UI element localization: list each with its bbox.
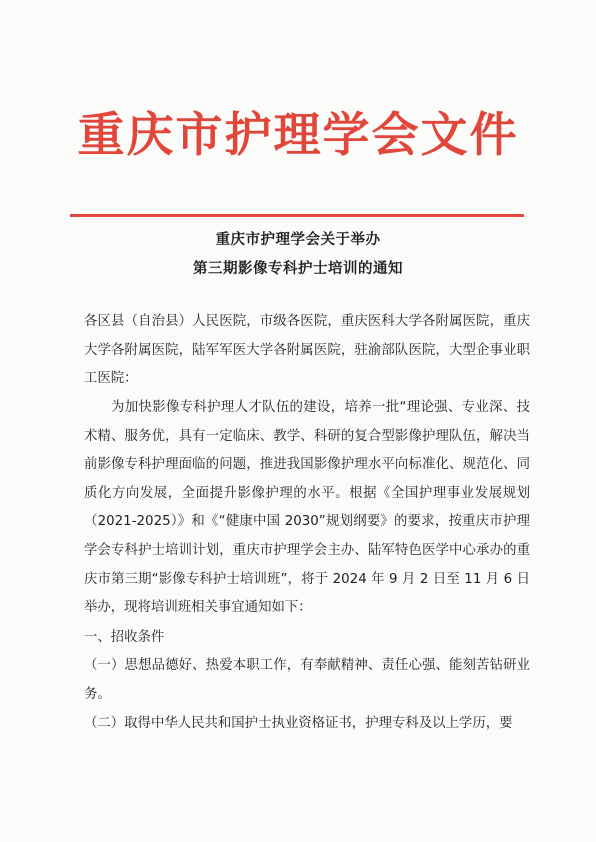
notice-title-line2: 第三期影像专科护士培训的通知 [193, 261, 403, 277]
requirement-item-1: （一）思想品德好、热爱本职工作，有奉献精神、责任心强、能刻苦钻研业务。 [84, 658, 530, 702]
addressees-paragraph: 各区县（自治县）人民医院，市级各医院，重庆医科大学各附属医院，重庆大学各附属医院，陆军军医大学各附属医院，驻渝部队医院，大型企事业职工医院： [84, 314, 530, 387]
intro-paragraph: 为加快影像专科护理人才队伍的建设，培养一批“理论强、专业深、技术精、服务优，具有一定临床、教学、科研的复合型影像护理队伍，解决当前影像专科护理面临的问题，推进我国影像护理水平向标准化、规范化、同质化方向发展，全面提升影像护理的水平。根据《全国护理事业发展规划（2021-2025）》和《“健康中国 2030”规划纲要》的要求，按重庆市护理学会专科护士培训计划，重庆市护理学会主办、陆军特色医学中心承办的重庆市第三期“影像专科护士培训班”，将于 2024 年 9 月 2 日至 11 月 6 日举办，现将培训班相关事宜通知如下： [84, 400, 530, 616]
notice-title-line1: 重庆市护理学会关于举办 [215, 232, 381, 248]
requirement-item-2: （二）取得中华人民共和国护士执业资格证书，护理专科及以上学历，要 [84, 716, 513, 731]
section-heading-requirements: 一、招收条件 [84, 630, 165, 645]
header-divider [70, 214, 524, 217]
document-header-title: 重庆市护理学会文件 [77, 108, 519, 163]
